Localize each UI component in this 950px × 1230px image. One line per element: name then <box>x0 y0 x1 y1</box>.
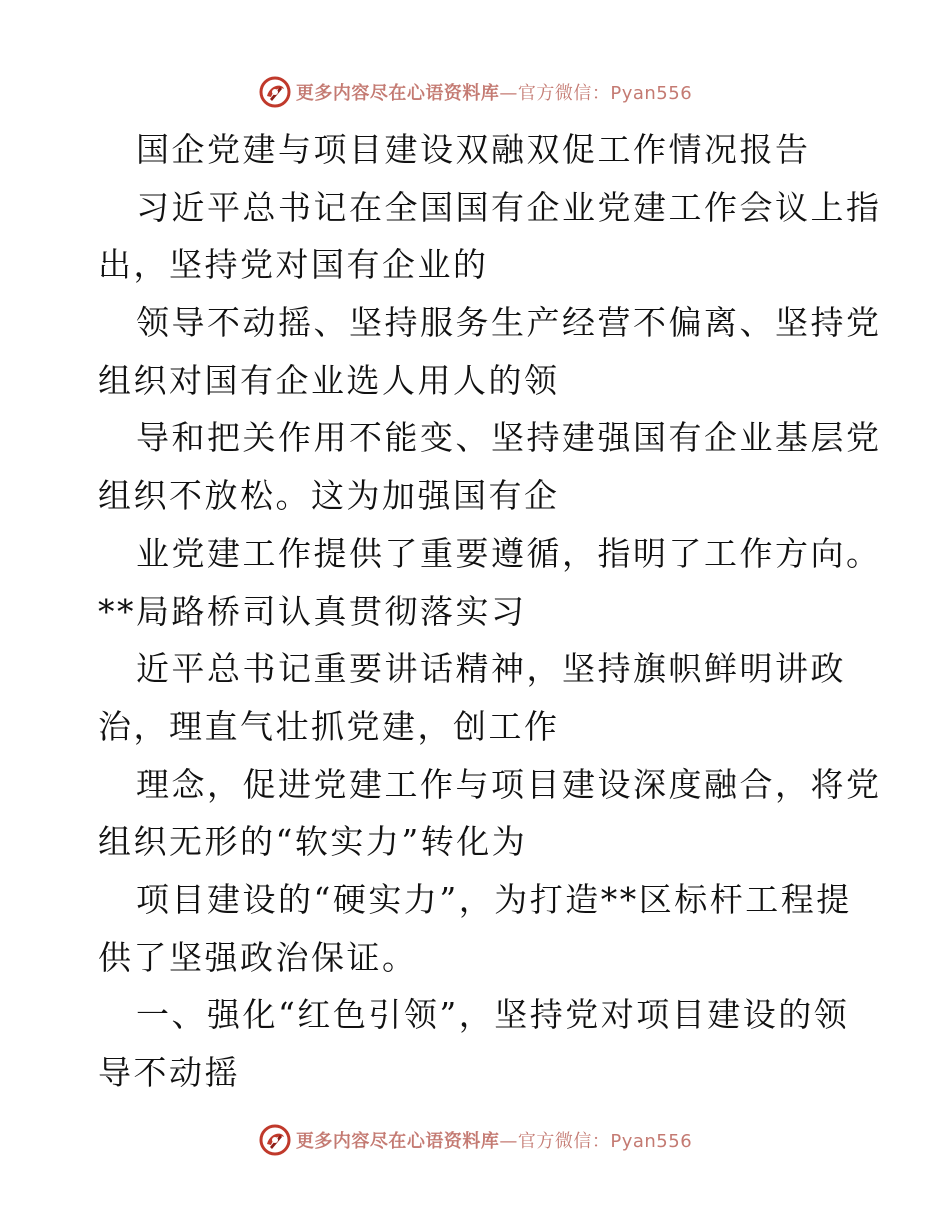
section-heading: 一、强化“红色引领”，坚持党对项目建设的领 <box>136 995 850 1035</box>
text-line: 导和把关作用不能变、坚持建强国有企业基层党 <box>136 418 882 458</box>
banner-wechat: —官方微信：Pyan556 <box>499 1131 693 1152</box>
document-title: 国企党建与项目建设双融双促工作情况报告 <box>136 130 811 169</box>
footer-banner <box>0 1120 950 1160</box>
text-line: 组织对国有企业选人用人的领 <box>98 360 560 400</box>
banner-text: 更多内容尽在心语资料库 <box>295 1131 500 1152</box>
red-swirl-logo-icon <box>258 75 292 109</box>
text-line: 治，理直气壮抓党建，创工作 <box>98 706 560 746</box>
text-line: 组织无形的“软实力”转化为 <box>98 822 528 862</box>
text-line: 习近平总书记在全国国有企业党建工作会议上指 <box>136 187 882 227</box>
header-banner <box>0 72 950 112</box>
text-line: 供了坚强政治保证。 <box>98 937 418 977</box>
text-line: 近平总书记重要讲话精神，坚持旗帜鲜明讲政 <box>136 649 846 689</box>
text-line: 理念，促进党建工作与项目建设深度融合，将党 <box>136 764 882 804</box>
text-line: 业党建工作提供了重要遵循，指明了工作方向。 <box>136 533 882 573</box>
banner-wechat: —官方微信：Pyan556 <box>499 83 693 104</box>
red-swirl-logo-icon <box>258 1123 292 1157</box>
section-heading-continued: 导不动摇 <box>98 1053 240 1092</box>
banner-text: 更多内容尽在心语资料库 <box>295 83 500 104</box>
text-line: 组织不放松。这为加强国有企 <box>98 476 560 516</box>
document-body <box>98 121 882 1102</box>
text-line: **局路桥司认真贯彻落实习 <box>98 591 527 631</box>
text-line: 领导不动摇、坚持服务生产经营不偏离、坚持党 <box>136 303 882 343</box>
text-line: 出，坚持党对国有企业的 <box>98 245 489 285</box>
text-line: 项目建设的“硬实力”，为打造**区标杆工程提 <box>136 879 852 919</box>
